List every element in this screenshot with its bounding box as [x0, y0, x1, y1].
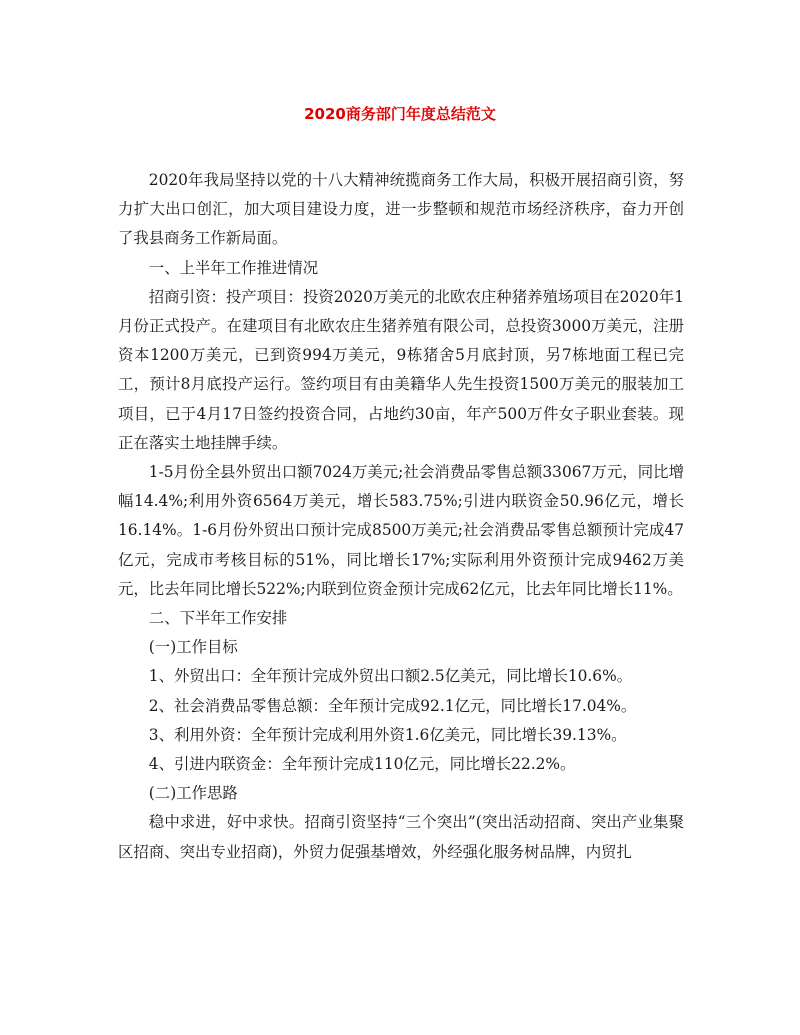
- goal-item: 2、社会消费品零售总额：全年预计完成92.1亿元，同比增长17.04%。: [148, 696, 637, 715]
- document-title: 2020商务部门年度总结范文: [304, 105, 496, 123]
- subheading-work-ideas: (二)工作思路: [148, 784, 238, 803]
- document-body: [118, 166, 684, 867]
- section-heading-first-half: 一、上半年工作推进情况: [148, 258, 319, 277]
- goal-item: 3、利用外资：全年预计完成利用外资1.6亿美元，同比增长39.13%。: [148, 725, 627, 744]
- paragraph-work-ideas: 稳中求进，好中求快。招商引资坚持“三个突出”(突出活动招商、突出产业集聚区招商、突出专业招商)，外贸力促强基增效，外经强化服务树品牌，内贸扎: [118, 813, 684, 861]
- section-heading-second-half: 二、下半年工作安排: [148, 609, 288, 628]
- subheading-work-goals: (一)工作目标: [148, 638, 238, 657]
- paragraph-intro: 2020年我局坚持以党的十八大精神统揽商务工作大局，积极开展招商引资，努力扩大出口创汇，加大项目建设力度，进一步整顿和规范市场经济秩序，奋力开创了我县商务工作新局面。: [118, 171, 684, 248]
- paragraph-investment: 招商引资：投产项目：投资2020万美元的北欧农庄种猪养殖场项目在2020年1月份正式投产。在建项目有北欧农庄生猪养殖有限公司，总投资3000万美元，注册资本1200万美元，已到资994万美元，9栋猪舍5月底封顶，另7栋地面工程已完工，预计8月底投产运行。签约项目有由美籍华人先生投资1500万美元的服装加工项目，已于4月17日签约投资合同，占地约30亩，年产500万件女子职业套装。现正在落实土地挂牌手续。: [118, 287, 684, 452]
- goal-item: 1、外贸出口：全年预计完成外贸出口额2.5亿美元，同比增长10.6%。: [148, 667, 633, 686]
- paragraph-statistics: 1-5月份全县外贸出口额7024万美元;社会消费品零售总额33067万元，同比增幅14.4%;利用外资6564万美元，增长583.75%;引进内联资金50.96亿元，增长16.14%。1-6月份外贸出口预计完成8500万美元;社会消费品零售总额预计完成47亿元，完成市考核目标的51%，同比增长17%;实际利用外资预计完成9462万美元，比去年同比增长522%;内联到位资金预计完成62亿元，比去年同比增长11%。: [118, 463, 684, 598]
- goal-item: 4、引进内联资金：全年预计完成110亿元，同比增长22.2%。: [148, 755, 576, 774]
